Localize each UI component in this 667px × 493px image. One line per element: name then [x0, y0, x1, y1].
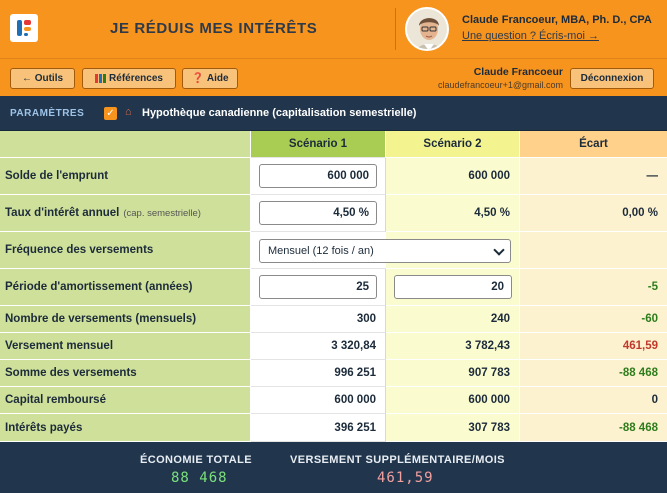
frequency-select-value: Mensuel (12 fois / an) [268, 245, 374, 257]
extra-payment-value: 461,59 [377, 470, 434, 486]
interest-label: Intérêts payés [0, 414, 251, 442]
mortgage-checkbox[interactable]: ✓ [104, 107, 117, 120]
tools-button[interactable] [10, 68, 75, 89]
frequency-label: Fréquence des versements [0, 232, 251, 269]
table-row [0, 333, 667, 360]
mortgage-option-label: Hypothèque canadienne (capitalisation semestrielle) [142, 107, 417, 119]
tools-button-label: ← Outils [21, 73, 64, 84]
chevron-down-icon [493, 244, 504, 255]
principal-ecart-value: 0 [520, 387, 667, 414]
app-header [0, 0, 667, 58]
header-ecart: Écart [520, 131, 667, 158]
total-payments-ecart-value: -88 468 [520, 360, 667, 387]
header-scenario2: Scénario 2 [386, 131, 520, 158]
payment-s2-value: 3 782,43 [386, 333, 520, 360]
table-row [0, 269, 667, 306]
extra-payment-label: VERSEMENT SUPPLÉMENTAIRE/MOIS [290, 454, 505, 466]
table-row [0, 360, 667, 387]
table-row [0, 232, 667, 269]
payment-ecart-value: 461,59 [520, 333, 667, 360]
loan-s1-input[interactable]: 600 000 [259, 164, 377, 188]
author-name: Claude Francoeur, MBA, Ph. D., CPA [462, 14, 652, 26]
num-payments-ecart-value: -60 [520, 306, 667, 333]
rate-label: Taux d'intérêt annuel [5, 207, 120, 219]
amortization-s2-input[interactable]: 20 [394, 275, 512, 299]
principal-s2-value: 600 000 [386, 387, 520, 414]
loan-label: Solde de l'emprunt [0, 158, 251, 195]
interest-s1-value: 396 251 [251, 414, 386, 442]
rate-s1-cell [251, 195, 386, 232]
num-payments-label: Nombre de versements (mensuels) [0, 306, 251, 333]
help-button[interactable] [182, 68, 238, 89]
page-title: JE RÉDUIS MES INTÉRÊTS [110, 20, 318, 37]
amortization-label: Période d'amortissement (années) [0, 269, 251, 306]
total-payments-s2-value: 907 783 [386, 360, 520, 387]
user-email: claudefrancoeur+1@gmail.com [438, 80, 563, 90]
amortization-s1-cell [251, 269, 386, 306]
principal-label: Capital remboursé [0, 387, 251, 414]
table-row [0, 158, 667, 195]
help-button-label: Aide [206, 73, 229, 84]
logout-button-label: Déconnexion [580, 73, 644, 84]
toolbar [0, 58, 667, 96]
principal-s1-value: 600 000 [251, 387, 386, 414]
user-name: Claude Francoeur [473, 66, 563, 78]
payment-s1-value: 3 320,84 [251, 333, 386, 360]
header-scenario1: Scénario 1 [251, 131, 386, 158]
savings-label: ÉCONOMIE TOTALE [140, 454, 252, 466]
references-button[interactable] [82, 68, 176, 89]
house-icon: ⌂ [125, 106, 132, 118]
logout-button[interactable] [570, 68, 654, 89]
params-bar [0, 96, 667, 131]
header-divider [395, 8, 396, 50]
rate-s2-value: 4,50 % [386, 195, 520, 232]
table-row [0, 306, 667, 333]
table-row [0, 414, 667, 442]
contact-link[interactable]: Une question ? Écris-moi → [462, 30, 599, 42]
interest-s2-value: 307 783 [386, 414, 520, 442]
loan-s1-cell [251, 158, 386, 195]
savings-value: 88 468 [171, 470, 228, 486]
table-row [0, 387, 667, 414]
total-payments-label: Somme des versements [0, 360, 251, 387]
loan-s2-value: 600 000 [386, 158, 520, 195]
rate-s1-input[interactable]: 4,50 % [259, 201, 377, 225]
rate-label-cell [0, 195, 251, 232]
frequency-select[interactable] [259, 239, 511, 263]
help-icon: ❓ [191, 73, 204, 84]
amortization-s2-cell [386, 269, 520, 306]
payment-label: Versement mensuel [0, 333, 251, 360]
loan-ecart-value: — [520, 158, 667, 195]
num-payments-s2-value: 240 [386, 306, 520, 333]
frequency-ecart-cell [520, 232, 667, 269]
references-button-label: Références [109, 73, 163, 84]
table-row [0, 195, 667, 232]
params-label: PARAMÈTRES [10, 108, 85, 119]
books-icon [95, 74, 106, 83]
summary-footer [0, 442, 667, 493]
rate-sublabel: (cap. semestrielle) [123, 207, 201, 219]
table-header-row [0, 131, 667, 158]
num-payments-s1-value: 300 [251, 306, 386, 333]
header-empty [0, 131, 251, 158]
rate-ecart-value: 0,00 % [520, 195, 667, 232]
interest-ecart-value: -88 468 [520, 414, 667, 442]
amortization-s1-input[interactable]: 25 [259, 275, 377, 299]
amortization-ecart-value: -5 [520, 269, 667, 306]
app-logo-icon [10, 14, 38, 42]
avatar [405, 7, 449, 51]
total-payments-s1-value: 996 251 [251, 360, 386, 387]
